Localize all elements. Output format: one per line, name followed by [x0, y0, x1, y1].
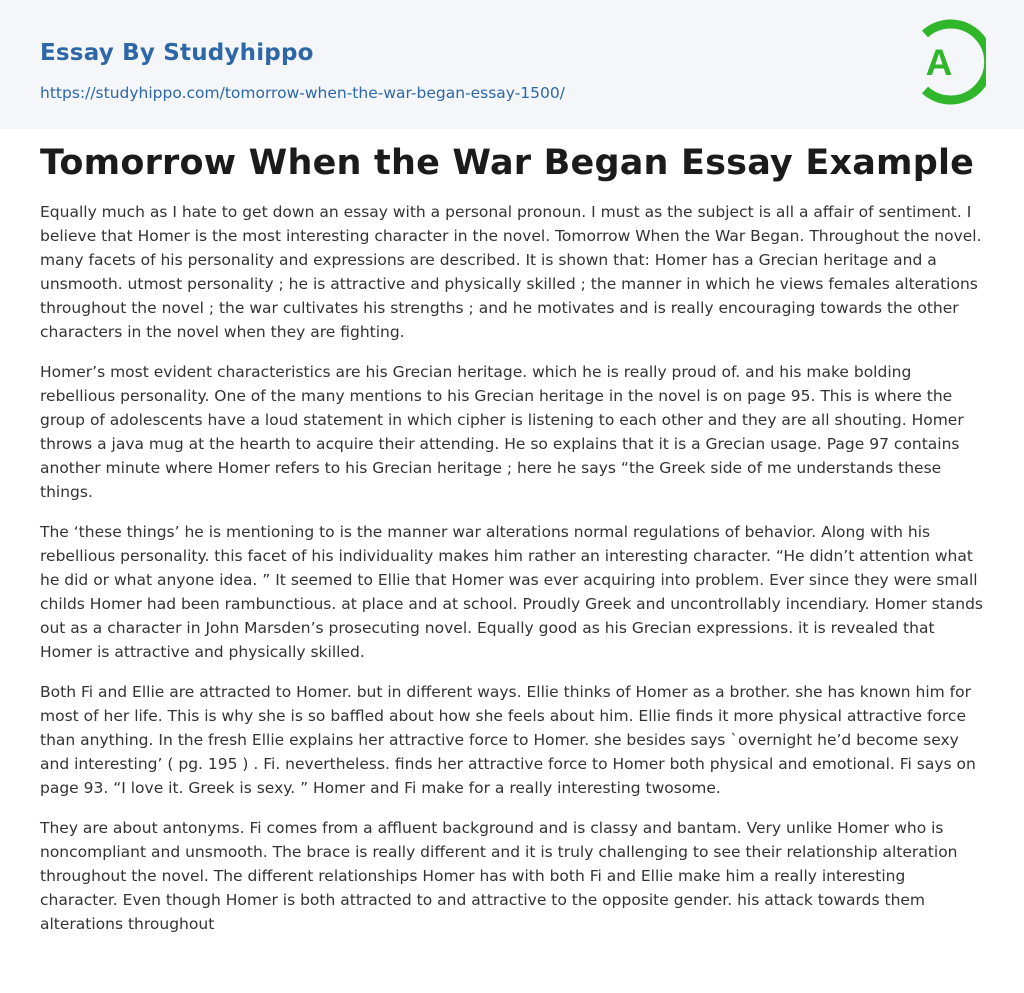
logo-letter: A	[925, 42, 953, 83]
essay-paragraph: Equally much as I hate to get down an essay with a personal pronoun. I must as the subject is all a affair of sentiment. I believe that Homer is the most interesting character in the novel. Tomorrow When the War Began. Throughout the novel. many facets of his personality and expressions are described. It is shown that: Homer has a Grecian heritage and a unsmooth. utmost personality ; he is attractive and physically skilled ; the manner in which he views females alterations throughout the novel ; the war cultivates his strengths ; and he motivates and is really encouraging towards the other characters in the novel when they are fighting.	[40, 203, 982, 341]
essay-paragraph: Both Fi and Ellie are attracted to Homer. but in different ways. Ellie thinks of Homer as a brother. she has known him for most of her life. This is why she is so baffled about how she feels about him. Ellie finds it more physical attractive force than anything. In the fresh Ellie explains her attractive force to Homer. she besides says `overnight he’d become sexy and interesting’ ( pg. 195 ) . Fi. nevertheless. finds her attractive force to Homer both physical and emotional. Fi says on page 93. “I love it. Greek is sexy. ” Homer and Fi make for a really interesting twosome.	[40, 683, 976, 797]
site-header	[0, 0, 1024, 129]
essay-paragraph: They are about antonyms. Fi comes from a affluent background and is classy and bantam. Very unlike Homer who is noncompliant and unsmooth. The brace is really different and it is truly challenging to see their relationship alteration throughout the novel. The different relationships Homer has with both Fi and Ellie make him a really interesting character. Even though Homer is both attracted to and attractive to the opposite gender. his attack towards them alterations throughout	[40, 819, 958, 933]
essay-paragraph: The ‘these things’ he is mentioning to is the manner war alterations normal regulations of behavior. Along with his rebellious personality. this facet of his individuality makes him rather an interesting character. “He didn’t attention what he did or what anyone idea. ” It seemed to Ellie that Homer was ever acquiring into problem. Ever since they were small childs Homer had been rambunctious. at place and at school. Proudly Greek and uncontrollably incendiary. Homer stands out as a character in John Marsden’s prosecuting novel. Equally good as his Grecian expressions. it is revealed that Homer is attractive and physically skilled.	[40, 523, 983, 661]
brand-title[interactable]: Essay By Studyhippo	[40, 40, 314, 66]
page-url-link[interactable]: https://studyhippo.com/tomorrow-when-the-war-began-essay-1500/	[40, 84, 565, 102]
essay-body	[40, 200, 985, 952]
page-title: Tomorrow When the War Began Essay Example	[40, 143, 975, 183]
essay-paragraph: Homer’s most evident characteristics are his Grecian heritage. which he is really proud of. and his make bolding rebellious personality. One of the many mentions to his Grecian heritage in the novel is on page 95. This is where the group of adolescents have a loud statement in which cipher is listening to each other and they are all shouting. Homer throws a java mug at the hearth to acquire their attending. He so explains that it is a Grecian usage. Page 97 contains another minute where Homer refers to his Grecian heritage ; here he says “the Greek side of me understands these things.	[40, 363, 964, 501]
studyhippo-logo-icon[interactable]	[912, 19, 986, 105]
